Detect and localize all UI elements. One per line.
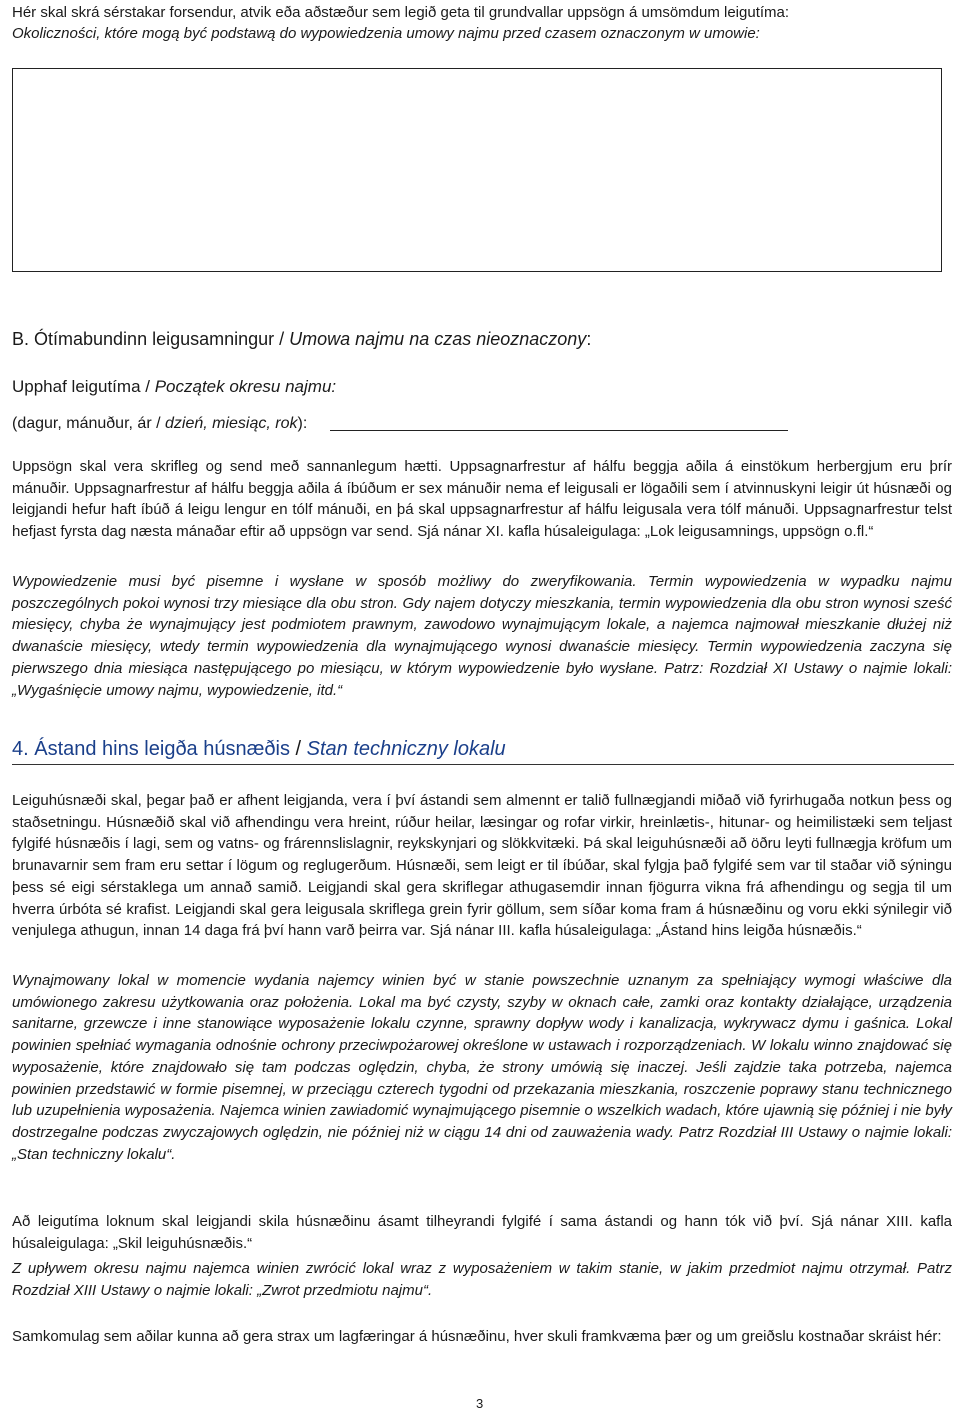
section-b-paragraph-is: Uppsögn skal vera skrifleg og send með sannanlegum hætti. Uppsagnarfrestur af hálfu beggja aðila á einstökum herbergjum eru þrír mánuðir. Uppsagnarfrestur af hálfu beggja aðila á íbúðum er sex mánuðir nema ef leigusali er lögaðili sem í atvinnuskyni leigir út húsnæði og leigjandi hefur haft íbúð á leigu lengur en tólf mánuði, en þá skal uppsagnarfrestur af hálfu leigusala vera tólf mánuði. Uppsagnarfrestur telst hefjast fyrsta dag næsta mánaðar eftir að uppsögn var send. Sjá nánar XI. kafla húsaleigulaga: „Lok leigusamnings, uppsögn o.fl.“ <box>12 458 952 541</box>
notes-textbox[interactable] <box>12 68 942 272</box>
section-4-heading <box>12 736 506 762</box>
date-format-label <box>12 413 307 435</box>
section-4-heading-is: 4. Ástand hins leigða húsnæðis <box>12 738 290 760</box>
date-format-close: ): <box>297 415 308 432</box>
section-b-heading-colon: : <box>586 329 592 349</box>
lease-start-label <box>12 376 336 398</box>
intro-line-is: Hér skal skrá sérstakar forsendur, atvik eða aðstæður sem legið geta til grundvallar uppsögn á umsömdum leigutíma: <box>12 4 790 21</box>
condition-paragraph-is: Leiguhúsnæði skal, þegar það er afhent leigjanda, vera í því ástandi sem almennt er talið fullnægjandi miðað við fyrirhugaða notkun þess og staðsetningu. Húsnæðið skal við afhendingu vera hreint, rúður heilar, læsingar og rofar virkir, hreinlætis-, hitunar- og heimilistæki sem teljast fylgifé húsnæðis í lagi, sem og vatns- og frárennslislagnir, reykskynjari og slökkvitæki. Þá skal leiguhúsnæði að öðru leyti fullnægja kröfum um brunavarnir sem fram eru settar í lögum og reglugerðum. Húsnæði, sem leigt er til íbúðar, skal fylgja það fylgifé sem var til staðar við sýningu þess sé eigi sérstaklega um annað samið. Leigjandi skal gera skriflegar athugasemdir innan fjögurra vikna frá afhendingu og segja til um hverra úrbóta sé krafist. Leigjandi skal gera leigusala skriflega grein fyrir göllum, sem síðar koma fram á húsnæðinu og voru ekki sýnilegir við venjulega athugun, innan 14 daga frá því hann varð þeirra var. Sjá nánar III. kafla húsaleigulaga: „Ástand hins leigða húsnæðis.“ <box>12 792 952 940</box>
return-paragraph-is: Að leigutíma loknum skal leigjandi skila húsnæðinu ásamt tilheyrandi fylgifé í sama ástandi og hann tók við því. Sjá nánar XIII. kafla húsaleigulaga: „Skil leiguhúsnæðis.“ <box>12 1213 952 1252</box>
lease-start-date-field[interactable] <box>330 430 788 431</box>
repairs-paragraph-is: Samkomulag sem aðilar kunna að gera strax um lagfæringar á húsnæðinu, hver skuli framkvæma þær og um greiðslu kostnaðar skráist hér: <box>12 1328 942 1345</box>
date-format-is: (dagur, mánuður, ár / <box>12 415 165 432</box>
section-4-heading-pl: Stan techniczny lokalu <box>306 738 506 760</box>
condition-paragraph-pl: Wynajmowany lokal w momencie wydania najemcy winien być w stanie powszechnie uznanym za spełniający wymogi właściwe dla umówionego zakresu użytkowania oraz położenia. Lokal ma być czysty, szyby w oknach całe, zamki oraz kontakty działające, urządzenia sanitarne, grzewcze i inne stanowiące wyposażenie lokalu czynne, sprawny dopływ wody i kanalizacja, wykrywacz dymu i gaśnica. Lokal powinien spełniać wymagania odnośnie ochrony przeciwpożarowej określone w ustawach i rozporządzeniach. W lokalu winno znajdować się wyposażenie, które znajdowało się tam podczas oględzin, chyba, że strony umówią się inaczej. Jeśli zajdzie taka potrzeba, najemca powinien przedstawić w formie pisemnej, w przeciągu czterech tygodni od przekazania mieszkania, roszczenie poprawy stanu technicznego lub uzupełnienia wyposażenia. Najemca winien zawiadomić wynajmującego pisemnie o wszelkich wadach, które ujawnią się później i nie były dostrzegalne podczas zwyczajowych oględzin, nie później niż w ciągu 14 dni od zauważenia wady. Patrz Rozdział III Ustawy o najmie lokali: „Stan techniczny lokalu“. <box>12 972 952 1163</box>
section-b-heading-is: B. Ótímabundinn leigusamningur / <box>12 329 290 349</box>
lease-start-label-is: Upphaf leigutíma / <box>12 377 155 396</box>
intro-line-pl: Okoliczności, które mogą być podstawą do wypowiedzenia umowy najmu przed czasem oznaczonym w umowie: <box>12 25 760 42</box>
section-divider <box>12 764 954 765</box>
section-b-paragraph-pl: Wypowiedzenie musi być pisemne i wysłane w sposób możliwy do zweryfikowania. Termin wypowiedzenia w wypadku najmu poszczególnych pokoi wynosi trzy miesiące dla obu stron. Gdy najem dotyczy mieszkania, termin wypowiedzenia dla obu stron wynosi sześć miesięcy, chyba że wynajmujący jest podmiotem prawnym, zawodowo wynajmującym lokale, a najemca najmował mieszkanie dłużej niż dwanaście miesięcy, wtedy termin wypowiedzenia dla wynajmującego wynosi dwanaście miesięcy. Termin wypowiedzenia zaczyna się pierwszego dnia miesiąca następującego po miesiącu, w którym wypowiedzenie było wysłane. Patrz: Rozdział XI Ustawy o najmie lokali: „Wygaśnięcie umowy najmu, wypowiedzenie, itd.“ <box>12 573 952 699</box>
section-4-heading-sep: / <box>289 738 307 760</box>
section-b-heading <box>12 327 591 351</box>
lease-start-label-pl: Początek okresu najmu: <box>154 377 337 396</box>
return-paragraph-pl: Z upływem okresu najmu najemca winien zwrócić lokal wraz z wyposażeniem w takim stanie, w jakim przedmiot najmu otrzymał. Patrz Rozdział XIII Ustawy o najmie lokali: „Zwrot przedmiotu najmu“. <box>12 1260 952 1299</box>
section-b-heading-pl: Umowa najmu na czas nieoznaczony <box>289 329 587 349</box>
date-format-pl: dzień, miesiąc, rok <box>164 415 298 432</box>
page-number: 3 <box>476 1396 484 1411</box>
